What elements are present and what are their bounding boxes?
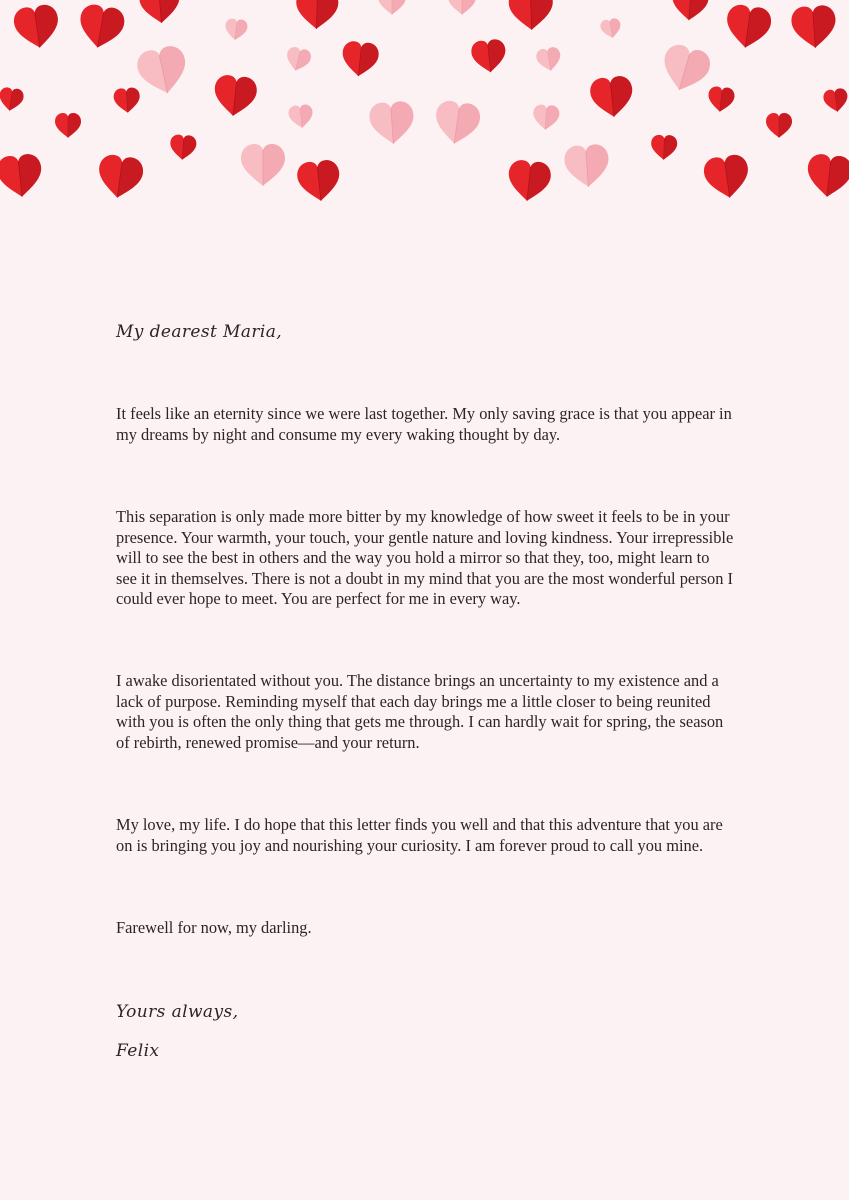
paper-heart-icon <box>76 3 127 52</box>
paper-heart-icon <box>295 0 338 30</box>
paper-heart-icon <box>599 17 622 39</box>
salutation: My dearest Maria, <box>116 322 283 342</box>
paper-heart-icon <box>340 40 379 78</box>
paper-heart-icon <box>535 46 563 73</box>
paper-heart-icon <box>766 113 792 138</box>
paper-heart-icon <box>212 74 258 118</box>
paper-heart-icon <box>448 0 476 15</box>
paper-heart-icon <box>532 104 560 130</box>
farewell-line: Farewell for now, my darling. <box>116 918 312 937</box>
paragraph-1: It feels like an eternity since we were last together. My only saving grace is that you appear in my dreams by night and consume my every waking thought by day. <box>116 404 732 444</box>
paper-heart-icon <box>169 134 197 160</box>
paper-heart-icon <box>723 3 772 51</box>
paragraph-2: This separation is only made more bitter by my knowledge of how sweet it feels to be in your presence. Your warmth, your touch, your gentle nature and loving kindness. Your irrepressible will to see the best in others and the way you hold a mirror so that they, too, might learn to see it in themselves. There is not a doubt in my mind that you are the most wonderful person I could ever hope to meet. You are perfect for me in every way. <box>116 507 734 609</box>
paper-heart-icon <box>702 153 751 201</box>
paper-heart-icon <box>589 75 635 119</box>
paper-heart-icon <box>707 86 735 113</box>
paper-heart-icon <box>432 99 481 147</box>
paper-hearts-banner <box>0 0 849 210</box>
paper-heart-icon <box>135 44 191 99</box>
paper-heart-icon <box>805 153 849 199</box>
paper-heart-icon <box>224 18 248 41</box>
paragraph-3: I awake disorientated without you. The distance brings an uncertainty to my existence and a lack of purpose. Reminding myself that each day brings me a little closer to being reunited with you is often the only thing that gets me through. I can hardly wait for spring, the season of rebirth, renewed promise—and your return. <box>116 671 724 752</box>
paper-heart-icon <box>55 113 81 138</box>
paper-heart-icon <box>138 0 181 25</box>
paper-heart-icon <box>12 3 61 51</box>
paper-heart-icon <box>506 159 552 203</box>
paragraph-4: My love, my life. I do hope that this letter finds you well and that this adventure that you are on is bringing you joy and nourishing your curiosity. I am forever proud to call you mine. <box>116 815 723 855</box>
paper-heart-icon <box>822 87 849 113</box>
paper-heart-icon <box>470 38 507 74</box>
paper-heart-icon <box>296 159 342 203</box>
paper-heart-icon <box>657 42 713 97</box>
paper-heart-icon <box>508 0 553 31</box>
paper-heart-icon <box>113 87 141 113</box>
paper-heart-icon <box>651 135 678 161</box>
paper-heart-icon <box>0 86 25 112</box>
paper-heart-icon <box>369 101 416 146</box>
paper-heart-icon <box>284 45 313 73</box>
signature: Felix <box>116 1041 160 1061</box>
paper-heart-icon <box>671 0 709 21</box>
paper-heart-icon <box>378 0 406 15</box>
paper-heart-icon <box>241 144 285 186</box>
closing: Yours always, <box>116 1002 239 1022</box>
paper-heart-icon <box>95 153 144 201</box>
paper-heart-icon <box>0 153 44 199</box>
paper-heart-icon <box>564 144 611 189</box>
paper-heart-icon <box>791 5 838 50</box>
hearts-decoration <box>0 0 849 210</box>
paper-heart-icon <box>288 104 314 129</box>
